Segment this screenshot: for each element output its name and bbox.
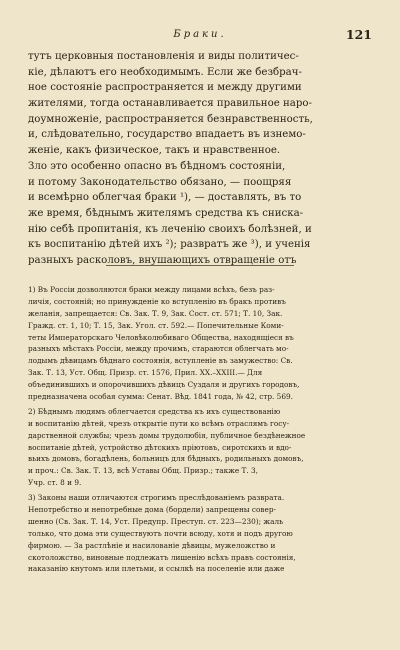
footnote-line: дарственной службы; чрезъ домы трудолюбія, публичное бездѣнежное (28, 430, 306, 440)
footnotes (28, 284, 374, 575)
footnote-line: скотоложство, виновные подлежатъ лишенію всѣхъ правъ состоянія, (28, 552, 296, 562)
text-line: женіе, какъ физическое, такъ и нравственное. (28, 145, 281, 157)
text-line: и всемѣрно облегчая браки ¹), — доставлять, въ то (28, 192, 302, 204)
footnote-line: 2) Бѣднымъ людямъ облегчается средства къ ихъ существованію (28, 406, 281, 416)
footnote-line: объединившихъ и опорочившихъ дѣвицъ Суздаля и другихъ городовъ, (28, 380, 300, 390)
footnote-line: фирмою. — За растлѣніе и насилованіе дѣвицы, мужеложство и (28, 540, 276, 550)
footnote-line: и воспитанію дѣтей, чрезъ открытіе пути ко всѣмъ отраслямъ госу- (28, 418, 290, 428)
footnote-line: теты Императорскаго Человѣколюбиваго Общества, находящіеся въ (28, 332, 294, 342)
footnote-divider (106, 265, 294, 266)
footnote-3 (28, 492, 374, 575)
footnote-line: личія, состояній; но принужденіе ко вступленію въ бракъ противъ (28, 296, 286, 306)
main-text (28, 49, 368, 269)
footnote-line: Непотребство и непотребные дома (бордели) запрещены совер- (28, 505, 276, 515)
text-line: же время, бѣднымъ жителямъ средства къ сниска- (28, 207, 304, 219)
page-number: 121 (345, 27, 372, 42)
text-line: и потому Законодательство обязано, — поощряя (28, 176, 292, 188)
footnote-line: разныхъ мѣстахъ Россіи, между прочимъ, стараются облегчать мо- (28, 344, 289, 354)
footnote-line: 3) Законы наши отличаются строгимъ преслѣдованіемъ разврата. (28, 493, 285, 503)
running-head: Браки. (173, 29, 227, 40)
footnote-2 (28, 406, 374, 489)
text-line: Зло это особенно опасно въ бѣдномъ состояніи, (28, 160, 286, 172)
text-line: жителями, тогда останавливается правильное наро- (28, 98, 312, 110)
text-line: и, слѣдовательно, государство впадаетъ въ изнемо- (28, 129, 306, 141)
footnote-line: предназначена особая сумма: Сенат. Вѣд. 1841 года, № 42, стр. 569. (28, 392, 293, 402)
footnote-line: вьихъ домовъ, богадѣлень, больницъ для бѣдныхъ, родильныхъ домовъ, (28, 454, 304, 464)
text-line: ное состояніе распространяется и между другими (28, 82, 302, 94)
footnote-line: шенно (Св. Зак. Т. 14, Уст. Предупр. Преступ. ст. 223—230); жаль (28, 516, 284, 526)
footnote-line: и проч.: Св. Зак. Т. 13, всѣ Уставы Общ. Призр.; также Т. 3, (28, 466, 258, 476)
footnote-line: только, что дома эти существуютъ почти всюду, хотя и подъ другою (28, 528, 293, 538)
text-line: доумноженіе, распространяется безнравственность, (28, 113, 313, 125)
text-line: къ воспитанію дѣтей ихъ ²); развратъ же ³), и ученія (28, 239, 311, 251)
footnote-line: желанія, запрещается: Св. Зак. Т. 9, Зак. Сост. ст. 571; Т. 10, Зак. (28, 308, 283, 318)
footnote-line: 1) Въ Россіи дозволяются браки между лицами всѣхъ, безъ раз- (28, 285, 275, 294)
footnote-line: Учр. ст. 8 и 9. (28, 478, 82, 488)
footnote-line: воспитаніе дѣтей, устройство дѣтскихъ пріютовъ, сиротскихъ и вдо- (28, 442, 292, 452)
footnote-line: лодымъ дѣвицамъ бѣднаго состоянія, вступленіе въ замужество: Св. (28, 356, 293, 366)
page-header (28, 27, 372, 47)
text-line: нію себѣ пропитанія, къ леченію своихъ болѣзней, и (28, 223, 312, 235)
footnote-line: Гражд. ст. 1, 10; Т. 15, Зак. Угол. ст. 592.— Попечительные Коми- (28, 320, 284, 330)
text-line: тутъ церковныя постановленія и виды политичес- (28, 51, 299, 62)
text-line: разныхъ расколовъ, внушающихъ отвращеніе отъ (28, 254, 297, 266)
footnote-1 (28, 284, 374, 403)
footnote-line: наказанію кнутомъ или плетьми, и ссылкѣ на поселеніе или даже (28, 564, 285, 574)
footnote-line: Зак. Т. 13, Уст. Общ. Призр. ст. 1576, Прил. XX.–XXIII.— Для (28, 368, 263, 378)
text-line: кіе, дѣлаютъ его необходимымъ. Если же безбрач- (28, 66, 302, 78)
